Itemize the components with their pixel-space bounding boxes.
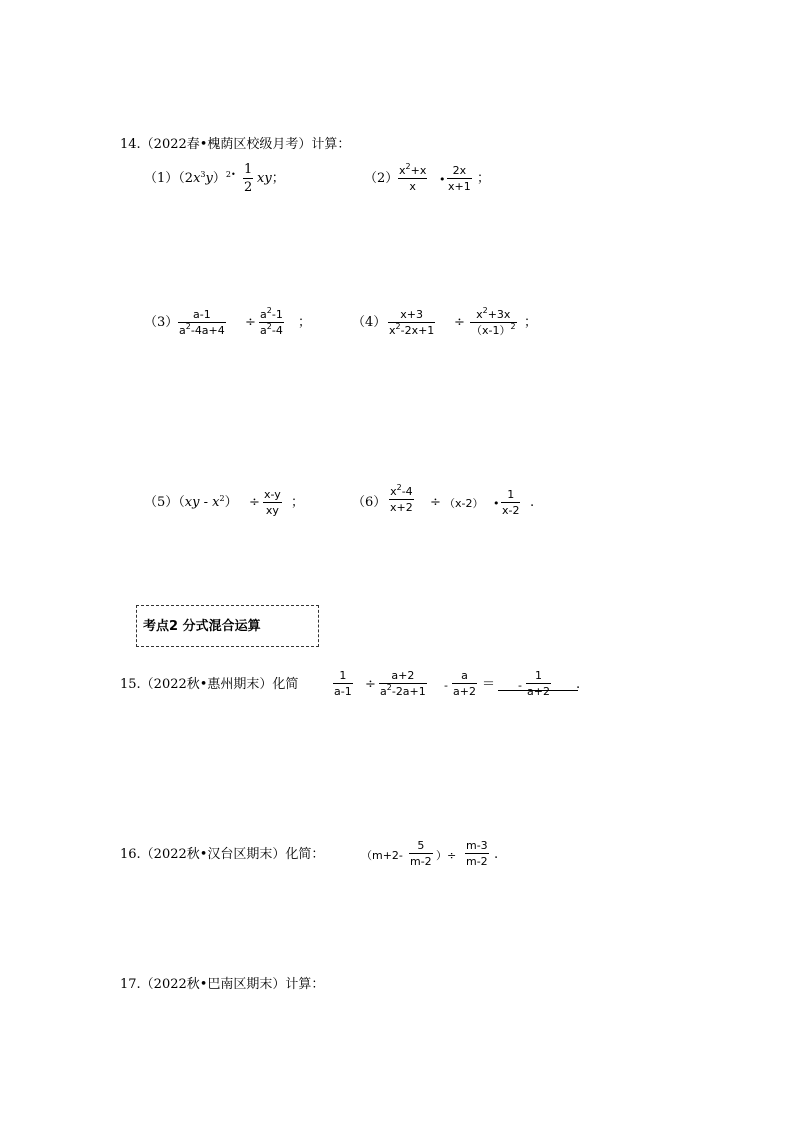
fraction [259,306,284,337]
numerator: 1 [501,489,520,503]
q15-header: 15.（2022秋•惠州期末）化简 [120,677,299,692]
sup: 2 [482,306,488,315]
dot-operator: • [493,497,500,510]
denominator: x+2 [390,501,413,514]
divide-operator: ÷ [430,495,441,510]
numerator: a-1 [178,309,226,323]
paren-close: ） [212,171,226,186]
answer-sign: - [518,679,522,692]
fraction [333,670,353,697]
exponent-dot: 2• [225,170,236,179]
fraction [470,306,517,337]
divide-operator: ÷ [249,495,260,510]
minus-operator: - [444,679,448,692]
den-a: a [380,685,387,698]
numerator: m-3 [466,839,488,852]
var-y: y [205,171,213,186]
num-x: x [399,164,406,177]
divide-operator: ÷ [454,315,465,330]
den-rest: -2a+1 [391,685,426,698]
q14-header: 14.（2022春•槐荫区校级月考）计算： [120,137,351,152]
fraction [409,840,433,867]
denominator: 2 [244,180,253,195]
paren-term: （x-2） [444,497,484,510]
num-rest: -1 [271,308,283,321]
exponent: 3 [200,170,206,179]
numerator: a [452,670,477,684]
den-a: a [260,324,267,337]
var-x: x [212,495,220,510]
numerator: 1 [333,670,353,684]
denominator: x+1 [448,180,471,193]
semicolon: ； [524,315,538,330]
sup: 2 [185,322,191,331]
period: . [576,677,581,692]
fraction [379,670,427,697]
dot-operator: • [439,173,446,186]
fraction [501,489,520,516]
section-title: 考点2 分式混合运算 [143,619,261,634]
numerator: a+2 [379,670,427,684]
fraction [389,483,414,514]
denominator: x [409,180,416,193]
equals-sign: ＝ [482,677,496,692]
denominator: x-2 [502,504,520,517]
period: . [530,495,535,510]
den-a: a [179,324,186,337]
numerator: 1 [526,670,551,684]
den-x: x [389,324,396,337]
sup: 2 [266,306,272,315]
sup: 2 [405,162,411,171]
paren-close: ） [224,495,238,510]
section-box [136,605,319,647]
num-x: x [476,308,483,321]
fraction [447,165,472,192]
sup: 2 [386,683,392,692]
divide-operator: ÷ [245,315,256,330]
sup: 2 [266,322,272,331]
num-rest: -4 [401,485,413,498]
semicolon: ； [477,171,491,186]
num-rest: +3x [487,308,511,321]
var-x: x [193,171,201,186]
paren-open: （2 [178,171,194,186]
paren-close-divide: ）÷ [436,849,457,862]
num-x: x [390,485,397,498]
numerator: x-y [264,488,281,501]
denominator: xy [265,504,279,517]
semicolon: ； [298,315,312,330]
q14-part1 [144,172,236,185]
numerator: 2x [447,165,472,179]
paren-open: （ [178,495,185,510]
denominator: a+2 [453,685,476,698]
part-label: （5） [144,495,179,510]
part-label: （1） [144,171,179,186]
numerator: 1 [244,162,253,177]
denominator: a+2 [527,685,550,698]
term-xy [257,172,285,185]
den-rest: -2x+1 [400,324,435,337]
den-paren: （x-1） [471,324,511,337]
sup: 2 [510,322,516,331]
divide-operator: ÷ [365,677,376,692]
q14-part6-label: （6） [352,495,387,510]
sup: 2 [396,483,402,492]
semicolon: ； [291,495,305,510]
sup: 2 [395,322,401,331]
den-rest: -4a+4 [190,324,225,337]
fraction [398,162,427,193]
answer-fraction [526,670,551,697]
fraction [388,309,435,336]
var-xy: xy [184,495,200,510]
semicolon: ； [271,171,285,186]
minus: - [199,495,213,510]
fraction [263,489,282,516]
fraction [465,840,489,867]
q14-part3-label: （3） [144,315,179,330]
denominator: a-1 [334,685,352,698]
numerator: x+3 [388,309,435,323]
xy-text: xy [257,171,272,186]
q14-part2-label: （2） [364,171,399,186]
denominator: m-2 [466,855,488,868]
num-a: a [260,308,267,321]
numerator: 5 [409,840,433,854]
den-rest: -4 [271,324,283,337]
q14-part5 [144,496,238,509]
fraction [178,309,226,336]
fraction [452,670,477,697]
fraction-half [243,163,253,194]
denominator: m-2 [410,855,432,868]
q16-header: 16.（2022秋•汉台区期末）化简： [120,847,325,862]
q14-part4-label: （4） [352,315,387,330]
num-rest: +x [410,164,427,177]
sup: 2 [219,494,225,503]
period: . [494,847,499,862]
paren-open-term: （m+2- [361,849,403,862]
q17-header: 17.（2022秋•巴南区期末）计算： [120,977,325,992]
